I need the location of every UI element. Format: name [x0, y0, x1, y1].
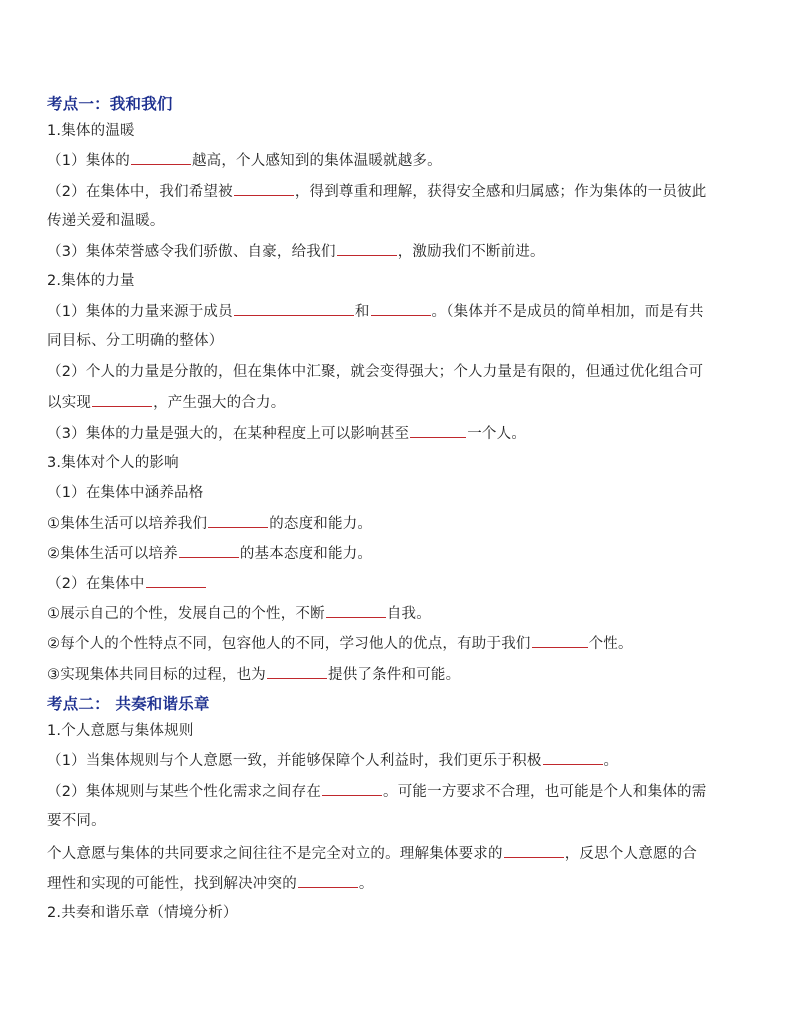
- fill-blank[interactable]: [410, 423, 466, 438]
- fill-blank[interactable]: [371, 301, 431, 316]
- text-line: （2）集体规则与某些个性化需求之间存在 。可能一方要求不合理，也可能是个人和集体的需: [47, 781, 747, 802]
- text-line: （2）在集体中: [47, 573, 747, 594]
- fill-blank[interactable]: [322, 781, 382, 796]
- subheading-collective-influence: 3.集体对个人的影响: [47, 455, 179, 471]
- text-line: （1）集体的力量来源于成员 和 。（集体并不是成员的简单相加，而是有共: [47, 301, 747, 322]
- subheading-collective-power: 2.集体的力量: [47, 273, 135, 289]
- text-line: ②每个人的个性特点不同，包容他人的不同，学习他人的优点，有助于我们 个性。: [47, 633, 747, 654]
- fill-blank[interactable]: [179, 543, 239, 558]
- text-line: （3）集体荣誉感令我们骄傲、自豪，给我们 ，激励我们不断前进。: [47, 241, 747, 262]
- fill-blank[interactable]: [131, 150, 191, 165]
- fill-blank[interactable]: [337, 241, 397, 256]
- text-line: （1）当集体规则与个人意愿一致，并能够保障个人利益时，我们更乐于积极 。: [47, 750, 747, 771]
- text-line: （1）在集体中涵养品格: [47, 485, 204, 501]
- fill-blank[interactable]: [504, 843, 564, 858]
- text-line: （1）集体的 越高，个人感知到的集体温暖就越多。: [47, 150, 747, 171]
- fill-blank[interactable]: [543, 750, 603, 765]
- subheading-collective-warmth: 1.集体的温暖: [47, 123, 135, 139]
- fill-blank[interactable]: [92, 392, 152, 407]
- fill-blank[interactable]: [326, 603, 386, 618]
- text-line: ③实现集体共同目标的过程，也为 提供了条件和可能。: [47, 664, 747, 685]
- text-line: （2）在集体中，我们希望被 ，得到尊重和理解，获得安全感和归属感；作为集体的一员彼此: [47, 181, 747, 202]
- subheading-will-and-rules: 1.个人意愿与集体规则: [47, 723, 194, 739]
- text-line: 传递关爱和温暖。: [47, 213, 165, 229]
- text-line: 要不同。: [47, 813, 106, 829]
- text-line: 个人意愿与集体的共同要求之间往往不是完全对立的。理解集体要求的 ，反思个人意愿的合: [47, 843, 747, 864]
- section-title-1: 考点一：我和我们: [47, 94, 173, 113]
- text-line: （2）个人的力量是分散的，但在集体中汇聚，就会变得强大；个人力量是有限的，但通过优化组合可: [47, 364, 704, 380]
- text-line: 理性和实现的可能性，找到解决冲突的 。: [47, 873, 747, 894]
- section-title-2: 考点二： 共奏和谐乐章: [47, 694, 210, 713]
- fill-blank[interactable]: [234, 301, 354, 316]
- text-line: ①集体生活可以培养我们 的态度和能力。: [47, 513, 747, 534]
- fill-blank[interactable]: [532, 633, 588, 648]
- fill-blank[interactable]: [146, 573, 206, 588]
- fill-blank[interactable]: [234, 181, 294, 196]
- fill-blank[interactable]: [267, 664, 327, 679]
- fill-blank[interactable]: [208, 513, 268, 528]
- text-line: ①展示自己的个性，发展自己的个性，不断 自我。: [47, 603, 747, 624]
- subheading-harmony: 2.共奏和谐乐章（情境分析）: [47, 905, 238, 921]
- fill-blank[interactable]: [298, 873, 358, 888]
- text-line: 以实现 ，产生强大的合力。: [47, 392, 747, 413]
- text-line: （3）集体的力量是强大的，在某种程度上可以影响甚至 一个人。: [47, 423, 747, 444]
- text-line: 同目标、分工明确的整体）: [47, 333, 224, 349]
- text-line: ②集体生活可以培养 的基本态度和能力。: [47, 543, 747, 564]
